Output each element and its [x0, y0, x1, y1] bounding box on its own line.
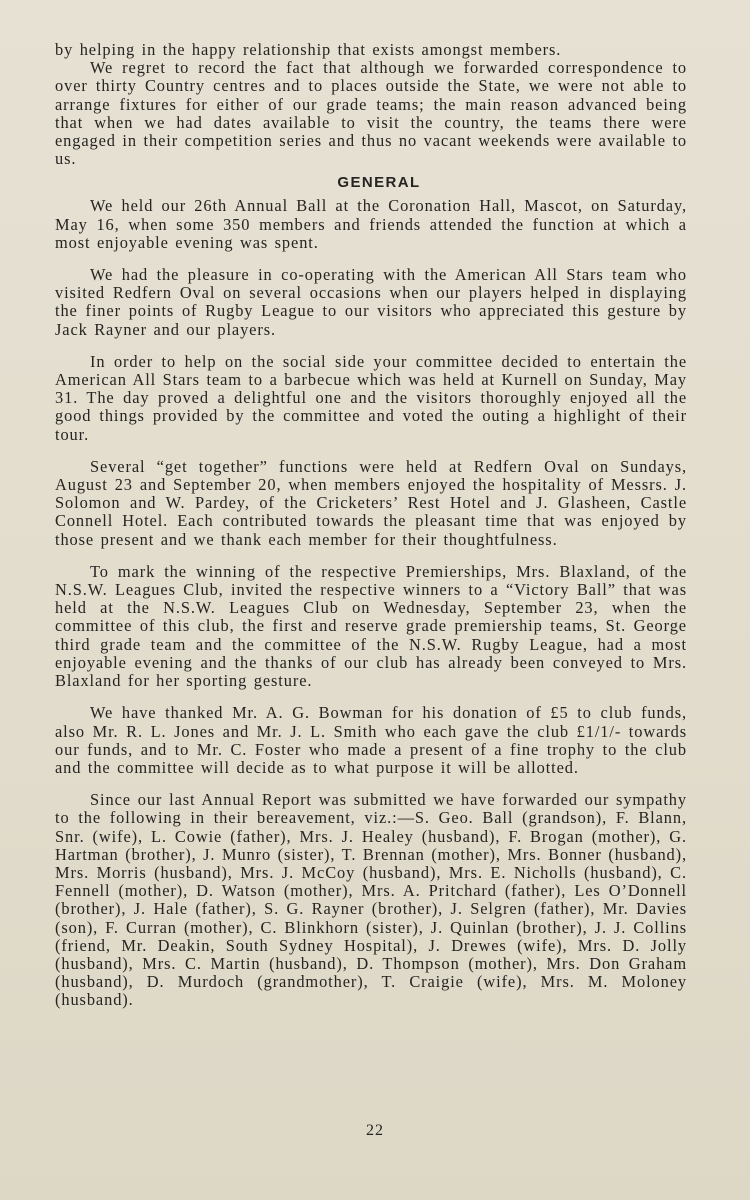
- section-heading-general: GENERAL: [337, 174, 421, 192]
- paragraph-annual-ball: We held our 26th Annual Ball at the Coronation Hall, Mascot, on Saturday, May 16, when some 350 members and friends attended the function at which a most enjoyable evening was spent.: [55, 196, 687, 252]
- paragraph-barbecue: In order to help on the social side your committee decided to entertain the American All Stars team to a barbecue which was held at Kurnell on Sunday, May 31. The day proved a delightful one and the visitors thoroughly enjoyed all the good things provided by the committee and voted the outing a highlight of their tour.: [55, 351, 687, 444]
- paragraph-sympathy: Since our last Annual Report was submitted we have forwarded our sympathy to the following in their bereavement, viz.:—S. Geo. Ball (grandson), F. Blann, Snr. (wife), L. Cowie (father), Mrs. J. Healey (husband), F. Brogan (mother), G. Hartman (brother), J. Munro (sister), T. Brennan (mother), Mrs. Bonner (husband), Mrs. Morris (husband), Mrs. J. McCoy (husband), Mrs. E. Nicholls (husband), C. Fennell (mother), D. Watson (mother), Mrs. A. Pritchard (father), Les O’Donnell (brother), J. Hale (father), S. G. Rayner (brother), J. Selgren (father), Mr. Davies (son), F. Curran (mother), C. Blinkhorn (sister), J. Quinlan (brother), J. J. Collins (friend, Mr. Deakin, South Sydney Hospital), J. Drewes (wife), Mrs. D. Jolly (husband), Mrs. C. Martin (husband), D. Thompson (mother), Mrs. Don Graham (husband), D. Murdoch (grandmother), T. Craigie (wife), Mrs. M. Moloney (husband).: [55, 790, 687, 1010]
- paragraph-country-fixtures: We regret to record the fact that although we forwarded correspondence to over thirty Country centres and to places outside the State, we were not able to arrange fixtures for either of our grade teams; the main reason advanced being that when we had dates available to visit the country, the teams there were engaged in their competition series and thus no vacant weekends were available to us.: [55, 58, 687, 169]
- paragraph-victory-ball: To mark the winning of the respective Premierships, Mrs. Blaxland, of the N.S.W. Leagues Club, invited the respective winners to a “Victory Ball” that was held at the N.S.W. Leagues Club on Wednesday, September 23, when the committee of this club, the first and reserve grade premiership teams, St. George third grade team and the committee of the N.S.W. Rugby League, had a most enjoyable evening and the thanks of our club has already been conveyed to Mrs. Blaxland for her sporting gesture.: [55, 561, 687, 691]
- page-number: 22: [366, 1122, 384, 1139]
- paragraph-donations: We have thanked Mr. A. G. Bowman for his donation of £5 to club funds, also Mr. R. L. Jones and Mr. J. L. Smith who each gave the club £1/1/- towards our funds, and to Mr. C. Foster who made a present of a fine trophy to the club and the committee will decide as to what purpose it will be allotted.: [55, 703, 687, 777]
- paragraph-continuation: by helping in the happy relationship that exists amongst members.: [55, 40, 562, 59]
- paragraph-get-together: Several “get together” functions were held at Redfern Oval on Sundays, August 23 and September 20, when members enjoyed the hospitality of Messrs. J. Solomon and W. Pardey, of the Cricketers’ Rest Hotel and J. Glasheen, Castle Connell Hotel. Each contributed towards the pleasant time that was enjoyed by those present and we thank each member for their thoughtfulness.: [55, 456, 687, 549]
- paragraph-american-all-stars: We had the pleasure in co-operating with the American All Stars team who visited Redfern Oval on several occasions when our players helped in displaying the finer points of Rugby League to our visitors who appreciated this gesture by Jack Rayner and our players.: [55, 265, 687, 339]
